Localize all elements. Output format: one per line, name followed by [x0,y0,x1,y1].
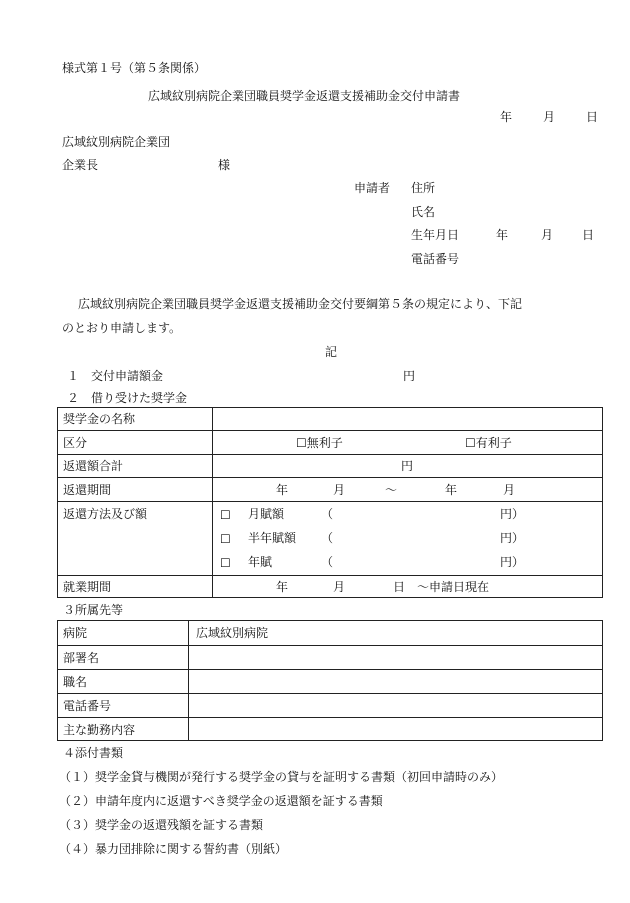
applicant-birth-day: 日 [582,228,595,242]
row-employment: 就業期間 [63,580,112,594]
applicant-name-label: 氏名 [411,205,436,219]
row-department: 部署名 [63,651,100,665]
semiannual-open-paren: （ [321,531,334,545]
hospital-value: 広域紋別病院 [196,626,269,640]
affiliation-table [57,620,603,741]
semiannual-close-yen: 円） [500,531,525,545]
monthly-checkbox[interactable]: ☐ [220,508,231,522]
row-scholarship-name: 奨学金の名称 [63,412,136,426]
ki-heading: 記 [325,345,338,359]
period-month-1: 月 [333,483,346,497]
period-tilde: ～ [385,483,398,497]
applicant-address-label: 住所 [411,181,436,195]
employment-until: ～申請日現在 [417,580,490,594]
section2-label: ２ 借り受けた奨学金 [67,391,188,405]
section1-label: １ 交付申請額金 [67,369,164,383]
monthly-close-yen: 円） [500,507,525,521]
row-kubun: 区分 [63,436,88,450]
body-text-line2: のとおり申請します。 [62,321,182,335]
annual-checkbox[interactable]: ☐ [220,556,231,570]
section3-label: ３所属先等 [63,603,124,617]
interest-checkbox[interactable]: ☐有利子 [465,436,512,450]
row-total: 返還額合計 [63,459,124,473]
body-text-line1: 広域紋別病院企業団職員奨学金返還支援補助金交付要綱第５条の規定により、下記 [78,297,523,311]
period-month-2: 月 [503,483,516,497]
total-unit: 円 [401,459,414,473]
semiannual-checkbox[interactable]: ☐ [220,532,231,546]
section1-unit: 円 [403,369,416,383]
date-year: 年 [500,110,513,124]
interest-free-checkbox[interactable]: ☐無利子 [296,436,343,450]
attachment-item-3: （３）奨学金の返還残額を証する書類 [59,818,264,832]
monthly-open-paren: （ [321,507,334,521]
row-period: 返還期間 [63,483,112,497]
monthly-label: 月賦額 [248,507,285,521]
document-title: 広域紋別病院企業団職員奨学金返還支援補助金交付申請書 [148,89,461,103]
row-method: 返還方法及び額 [63,507,148,521]
annual-label: 年賦 [248,555,273,569]
date-month: 月 [543,110,556,124]
employment-day: 日 [393,580,406,594]
addressee-role: 企業長 [62,158,99,172]
row-duties: 主な勤務内容 [63,723,136,737]
annual-open-paren: （ [321,555,334,569]
annual-close-yen: 円） [500,555,525,569]
attachment-item-1: （１）奨学金貸与機関が発行する奨学金の貸与を証明する書類（初回申請時のみ） [59,770,504,784]
semiannual-label: 半年賦額 [248,531,297,545]
addressee-honorific: 様 [218,158,231,172]
row-phone: 電話番号 [63,699,112,713]
addressee-org: 広域紋別病院企業団 [62,135,171,149]
applicant-label: 申請者 [354,181,391,195]
date-day: 日 [586,110,599,124]
period-year-1: 年 [276,483,289,497]
form-number: 様式第１号（第５条関係） [62,61,207,75]
applicant-phone-label: 電話番号 [411,252,460,266]
applicant-birth-month: 月 [541,228,554,242]
row-position: 職名 [63,675,88,689]
applicant-birth-year: 年 [496,228,509,242]
row-hospital: 病院 [63,626,88,640]
period-year-2: 年 [445,483,458,497]
section4-label: ４添付書類 [63,746,124,760]
applicant-birth-label: 生年月日 [411,228,460,242]
employment-year: 年 [276,580,289,594]
attachment-item-2: （２）申請年度内に返還すべき奨学金の返還額を証する書類 [59,794,383,808]
employment-month: 月 [333,580,346,594]
attachment-item-4: （４）暴力団排除に関する誓約書（別紙） [59,842,288,856]
